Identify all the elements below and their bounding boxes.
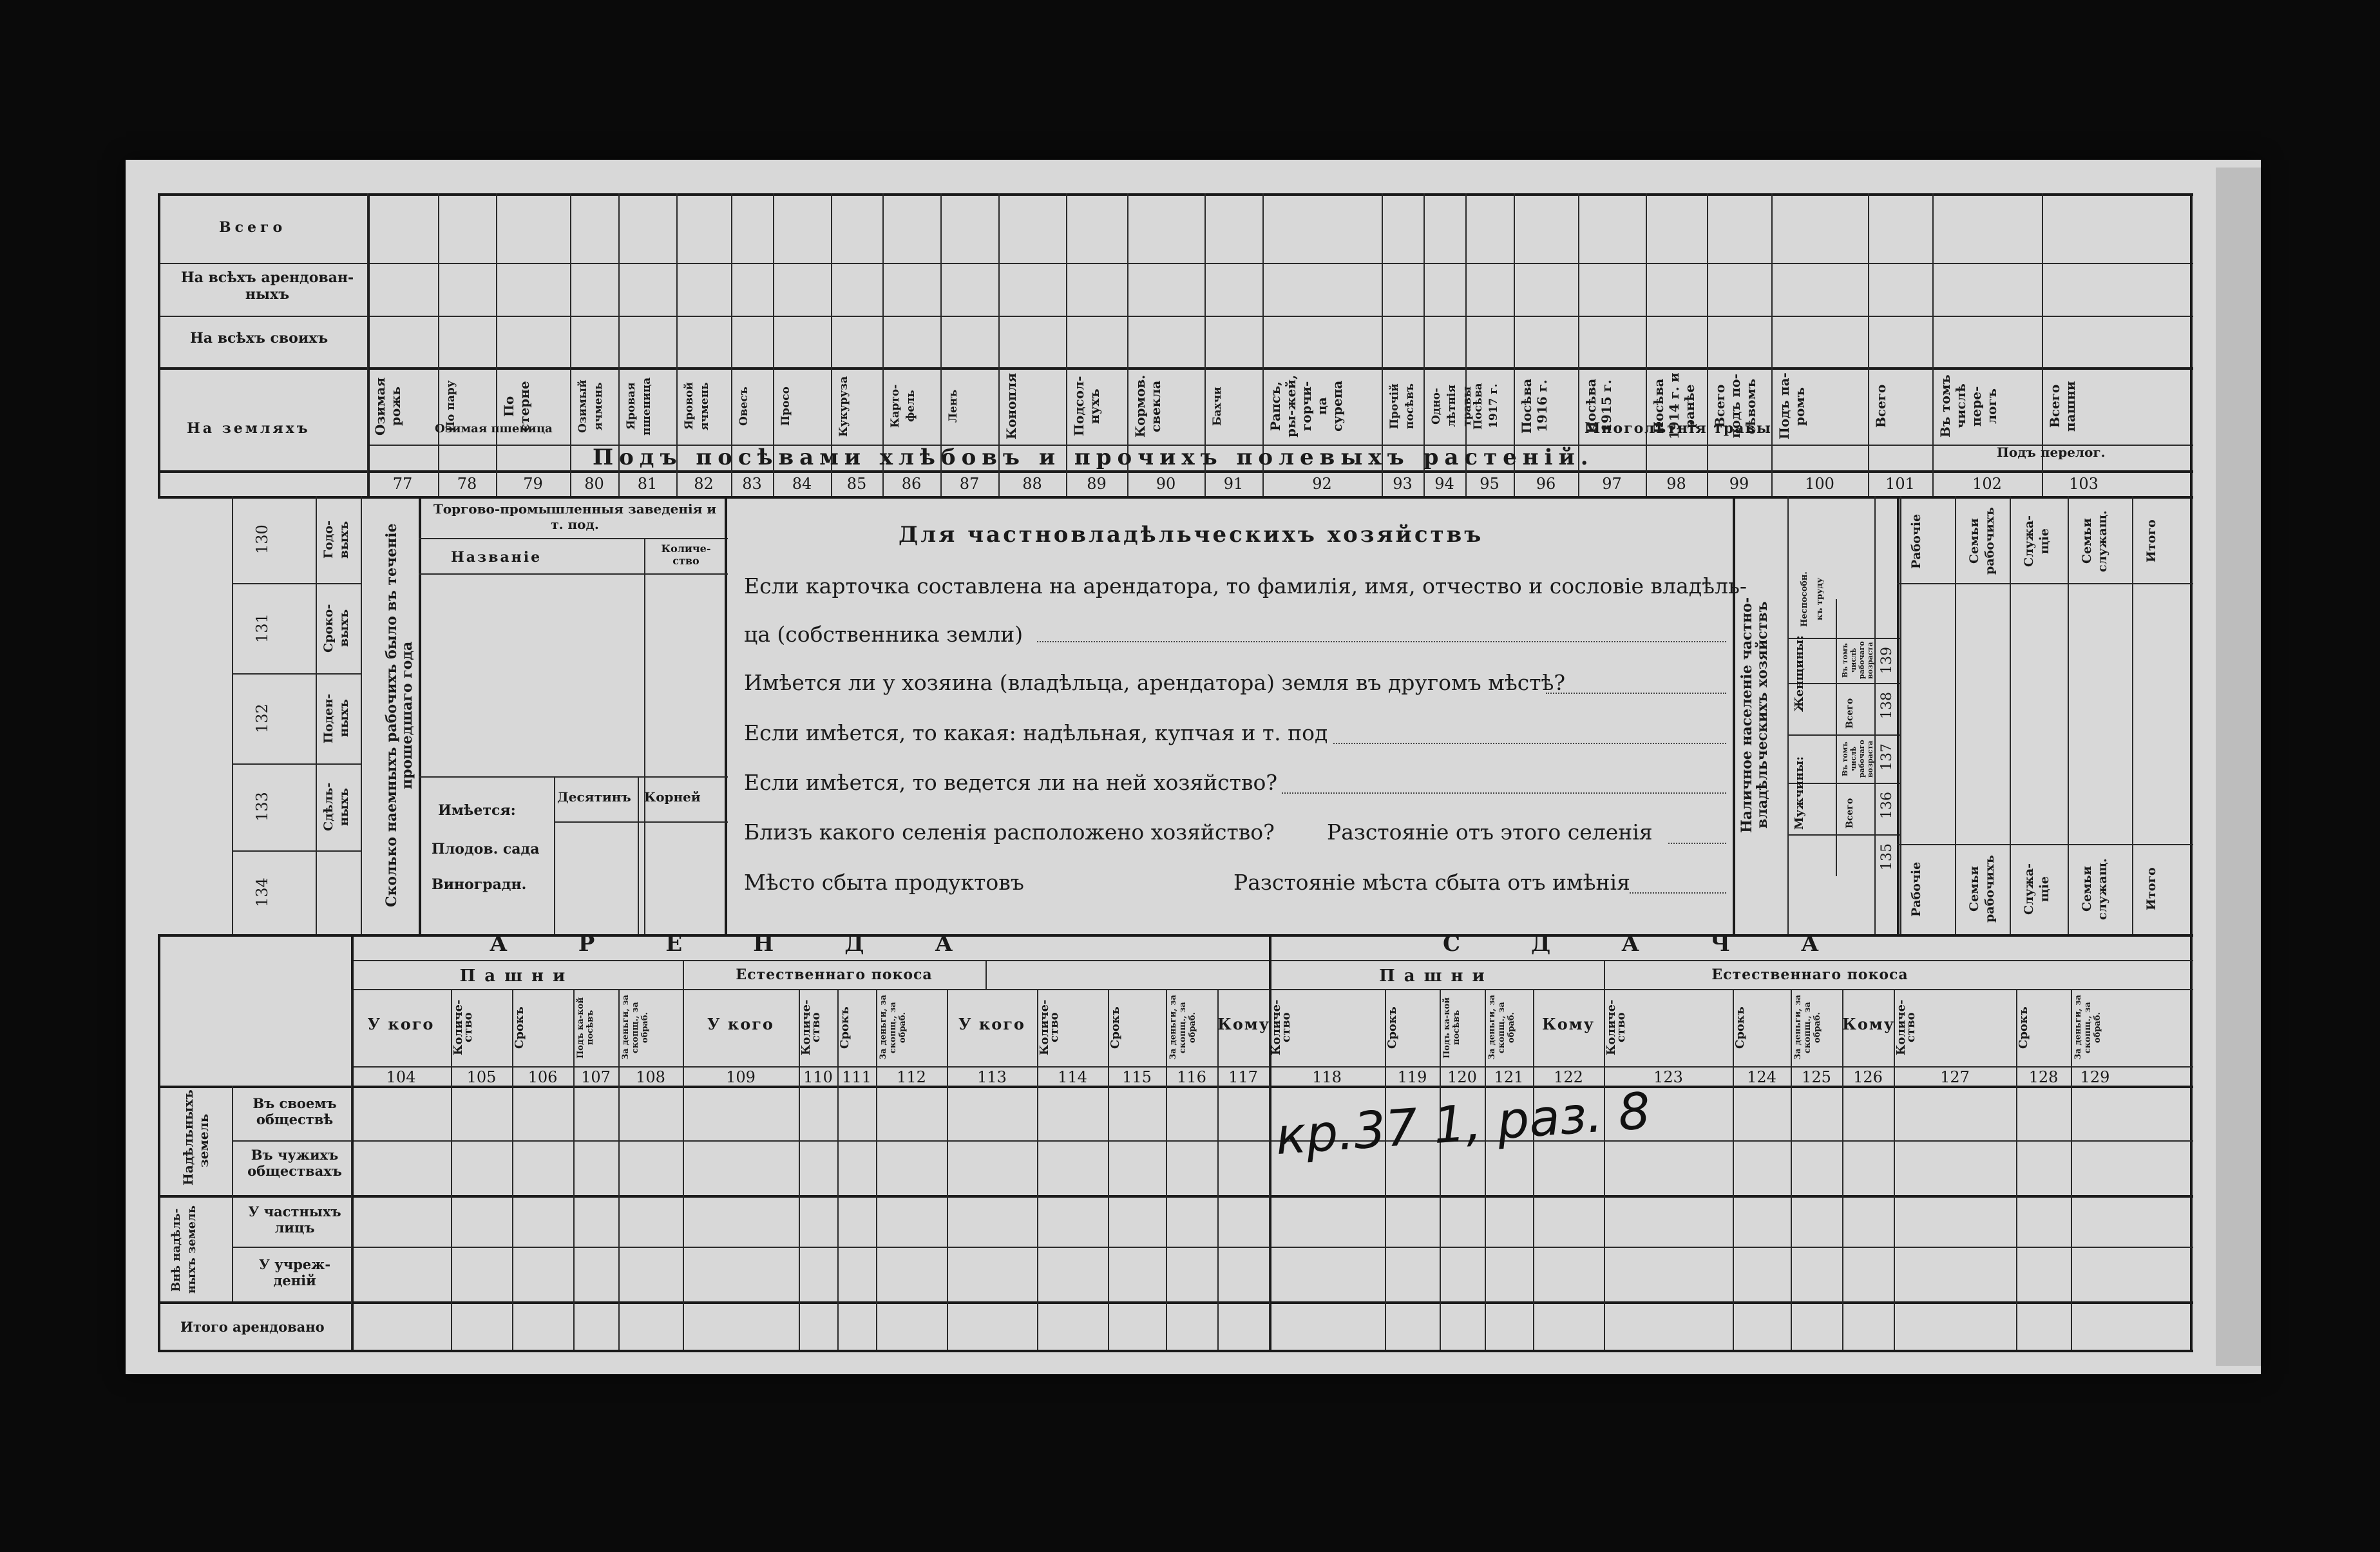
private-title: Для частновладѣльческихъ хозяйствъ <box>899 522 1484 548</box>
hired-worker-num: 131 <box>253 613 271 643</box>
crop-col-label: По стерне <box>501 381 532 432</box>
population-col-label: Служа-щіе <box>2022 515 2052 568</box>
rent-col-number: 106 <box>528 1068 558 1086</box>
population-title: Наличное населеніе частно-владѣльческихъ хозяйствъ <box>1738 597 1771 834</box>
crop-col-number: 77 <box>392 475 413 493</box>
rent-col-header: Срокъ <box>1385 1006 1399 1049</box>
crop-col-label: Посѣва 1917 г. <box>1472 383 1500 430</box>
crop-col-label: Одно-лѣтнія травы <box>1430 385 1474 428</box>
rent-col-number: 116 <box>1177 1068 1206 1086</box>
rent-col-header: Срокъ <box>838 1006 852 1049</box>
question-village: Близъ какого селенія расположено хозяйство? <box>744 819 1275 845</box>
rent-col-header: Подъ ка-кой посѣвъ <box>576 997 595 1059</box>
sdacha-title: СДАЧА <box>1443 931 1890 957</box>
rent-col-header: Количе-ство <box>1038 999 1061 1056</box>
question-other-land: Имѣется ли у хозяина (владѣльца, арендатора) земля въ другомъ мѣстѣ? <box>744 670 1566 695</box>
crop-col-label: Овесъ <box>738 387 750 426</box>
population-num: 136 <box>1879 792 1895 819</box>
crop-col-number: 98 <box>1666 475 1686 493</box>
crop-col-number: 80 <box>584 475 604 493</box>
crop-col-label: Кукуруза <box>837 376 850 437</box>
rent-col-number: 105 <box>466 1068 497 1086</box>
crop-col-number: 101 <box>1885 475 1915 493</box>
rent-col-header: Срокъ <box>2017 1006 2030 1049</box>
rent-col-number: 119 <box>1397 1068 1427 1086</box>
trade-name-header: Названіе <box>451 549 542 566</box>
perennial-grass-label: Многолѣтнія травы <box>1585 420 1772 437</box>
rent-col-header: У кого <box>958 1015 1025 1033</box>
rent-col-header: Срокъ <box>513 1006 526 1049</box>
rent-col-number: 115 <box>1122 1068 1152 1086</box>
crop-col-label: Подъ па-ромъ <box>1776 372 1807 440</box>
census-card-sheet <box>126 160 2261 1374</box>
crop-col-number: 102 <box>1972 475 2002 493</box>
hired-worker-num: 133 <box>253 792 271 822</box>
rent-col-number: 127 <box>1940 1068 1970 1086</box>
population-col-label: Семьи рабочихъ <box>1967 855 1997 923</box>
population-col-label: Итого <box>2144 519 2158 563</box>
crop-col-label: Всего <box>1873 384 1889 428</box>
crop-col-number: 97 <box>1602 475 1622 493</box>
population-col-label: Семьи служащ. <box>2080 858 2109 920</box>
sheet-edge-shadow <box>2216 168 2261 1366</box>
crop-col-number: 91 <box>1223 475 1244 493</box>
hired-worker-num: 130 <box>253 524 271 555</box>
crop-col-label: Ленъ <box>947 389 960 423</box>
trade-qty-header: Количе-ство <box>661 542 711 567</box>
men-label: Мужчины: <box>1793 756 1806 830</box>
hired-worker-num: 134 <box>253 877 271 907</box>
rent-col-header: За деньги, за скопщ., за обраб. <box>2073 995 2102 1060</box>
rent-col-header: Количе-ство <box>452 999 475 1056</box>
rent-col-number: 122 <box>1554 1068 1583 1086</box>
women-total-label: Всего <box>1845 698 1855 729</box>
rent-col-header: За деньги, за скопщ., за обраб. <box>621 995 650 1060</box>
unfit-label: Неспособн. къ труду <box>1800 571 1825 627</box>
rent-col-number: 114 <box>1058 1068 1087 1086</box>
hired-worker-type: Сдѣль-ныхъ <box>321 782 351 832</box>
population-num: 138 <box>1879 692 1895 719</box>
roots-header: Корней <box>644 789 701 805</box>
crop-col-number: 89 <box>1087 475 1107 493</box>
crop-col-label: Просо <box>779 387 792 426</box>
men-working-age-label: Въ томъ числѣ рабочаго возраста <box>1841 740 1874 778</box>
crop-col-label: Посѣва 1914 г. и ранѣе <box>1651 372 1697 440</box>
crop-col-number: 88 <box>1022 475 1042 493</box>
rent-col-number: 121 <box>1494 1068 1524 1086</box>
trade-title: Торгово-промышленныя заведенія и т. под. <box>433 501 717 532</box>
rent-col-header: Кому <box>1842 1015 1896 1033</box>
population-col-label: Семьи служащ. <box>2080 510 2109 572</box>
question-village-distance: Разстояніе отъ этого селенія <box>1327 819 1653 845</box>
rent-col-number: 125 <box>1802 1068 1831 1086</box>
rent-col-number: 126 <box>1853 1068 1883 1086</box>
crop-col-number: 82 <box>694 475 714 493</box>
rent-col-number: 107 <box>581 1068 611 1086</box>
crop-col-number: 95 <box>1480 475 1499 493</box>
has-label: Имѣется: <box>438 802 516 819</box>
rent-col-header: Количе-ство <box>1604 999 1628 1056</box>
arenda-title: АРЕНДА <box>490 931 1024 957</box>
women-label: Женщины: <box>1793 635 1806 712</box>
crop-col-number: 81 <box>637 475 658 493</box>
men-total-label: Всего <box>1845 798 1855 829</box>
rent-col-header: За деньги, за скопщ., за обраб. <box>879 995 908 1060</box>
population-col-label: Рабочіе <box>1909 861 1923 917</box>
crop-col-label: Въ томъ числѣ пере-логъ <box>1937 374 1999 438</box>
question-owner-b: ца (собственника земли) <box>744 622 1023 647</box>
rent-col-number: 123 <box>1653 1068 1683 1086</box>
crop-col-number: 79 <box>523 475 543 493</box>
hired-worker-type: Годо-выхъ <box>321 521 351 559</box>
crop-col-number: 103 <box>2069 475 2099 493</box>
rent-col-header: Количе-ство <box>1894 999 1918 1056</box>
row-other-society: Въ чужихъ обществахъ <box>247 1147 342 1179</box>
rent-col-header: Количе-ство <box>799 999 823 1056</box>
row-lands: На земляхъ <box>187 420 310 437</box>
rent-group-label: Естественнаго покоса <box>1711 966 1909 983</box>
rent-group-label: Пашни <box>1379 966 1494 986</box>
question-farming: Если имѣется, то ведется ли на ней хозяйство? <box>744 770 1278 795</box>
crop-col-number: 93 <box>1393 475 1413 493</box>
hired-worker-type: Поден-ныхъ <box>321 693 351 743</box>
rent-group-label: Пашни <box>459 966 575 986</box>
vne-group: Внѣ надѣль-ныхъ земель <box>169 1205 198 1294</box>
crop-col-label: Подсол-нухъ <box>1071 376 1102 437</box>
winter-wheat-label: Озимая пшеница <box>435 422 553 436</box>
crop-col-label: Рапсъ, ры-жей, горчи-ца сурепа <box>1268 374 1345 438</box>
rent-col-number: 118 <box>1312 1068 1342 1086</box>
crop-col-label: Всего подъ по-сѣвомъ <box>1712 374 1758 439</box>
rent-col-number: 111 <box>842 1068 871 1086</box>
population-num: 137 <box>1879 743 1895 771</box>
population-col-label: Служа-щіе <box>2022 863 2052 915</box>
women-working-age-label: Въ томъ числѣ рабочаго возраста <box>1841 641 1874 680</box>
fallow-label: Подъ перелог. <box>1997 445 2106 460</box>
rent-col-number: 117 <box>1228 1068 1258 1086</box>
crop-col-label: Яровой ячмень <box>683 382 711 430</box>
crop-col-number: 86 <box>901 475 922 493</box>
crop-col-number: 83 <box>742 475 762 493</box>
question-land-type: Если имѣется, то какая: надѣльная, купчая и т. под <box>744 720 1328 745</box>
crops-band-title: Подъ посѣвами хлѣбовъ и прочихъ полевыхъ растеній. <box>593 445 1594 470</box>
rent-col-header: За деньги, за скопщ., за обраб. <box>1487 995 1516 1060</box>
crop-col-number: 90 <box>1156 475 1176 493</box>
rent-col-number: 120 <box>1447 1068 1477 1086</box>
rent-col-header: Кому <box>1217 1015 1271 1033</box>
population-col-label: Рабочіе <box>1909 513 1923 569</box>
population-col-label: Итого <box>2144 867 2158 911</box>
crop-col-number: 99 <box>1729 475 1749 493</box>
crop-col-label: Озимая рожь <box>372 377 403 436</box>
row-total: Всего <box>219 219 287 236</box>
question-market-distance: Разстояніе мѣста сбыта отъ имѣнія <box>1233 870 1630 895</box>
crop-col-label: По пару <box>444 380 457 432</box>
row-own: На всѣхъ своихъ <box>190 330 328 347</box>
rent-col-header: Срокъ <box>1109 1006 1122 1049</box>
question-market: Мѣсто сбыта продуктовъ <box>744 870 1024 895</box>
crop-col-number: 87 <box>959 475 980 493</box>
question-owner-a: Если карточка составлена на арендатора, то фамилія, имя, отчество и сословіе владѣль- <box>744 573 1747 599</box>
rent-col-number: 129 <box>2080 1068 2110 1086</box>
crop-col-label: Посѣва 1916 г. <box>1519 378 1550 434</box>
crop-col-label: Конопля <box>1004 372 1019 440</box>
hired-workers-title: Сколько наемныхъ рабочихъ было въ теченіе прошедшаго года <box>383 523 415 907</box>
rent-col-header: У кого <box>707 1015 774 1033</box>
rent-col-number: 104 <box>386 1068 416 1086</box>
garden-label: Плодов. сада <box>432 841 540 857</box>
population-col-label: Семьи рабочихъ <box>1967 507 1997 575</box>
rent-col-header: У кого <box>367 1015 435 1033</box>
population-num: 139 <box>1879 647 1895 674</box>
rent-col-header: За деньги, за скопщ., за обраб. <box>1168 995 1197 1060</box>
rent-col-header: Количе-ство <box>1270 999 1293 1056</box>
crop-col-label: Посѣва 1915 г. <box>1583 378 1614 434</box>
crop-col-number: 100 <box>1805 475 1834 493</box>
rent-col-number: 110 <box>803 1068 833 1086</box>
handwritten-note: кр.37 1, раз. 8 <box>1273 1082 1653 1167</box>
population-num: 135 <box>1879 843 1895 870</box>
row-own-society: Въ своемъ обществѣ <box>252 1095 337 1127</box>
rent-col-header: Кому <box>1541 1015 1595 1033</box>
rent-col-header: За деньги, за скопщ., за обраб. <box>1793 995 1822 1060</box>
hired-worker-type: Сроко-выхъ <box>321 604 351 653</box>
crop-col-label: Кормов. свекла <box>1132 374 1163 438</box>
crop-col-number: 96 <box>1536 475 1556 493</box>
vineyard-label: Виноградн. <box>432 876 527 893</box>
rent-col-number: 113 <box>977 1068 1007 1086</box>
nadel-group: Надѣльныхъ земель <box>180 1089 211 1185</box>
rent-col-number: 109 <box>726 1068 756 1086</box>
crop-col-number: 85 <box>846 475 867 493</box>
rent-col-number: 124 <box>1747 1068 1776 1086</box>
crop-col-label: Прочій посѣвъ <box>1388 383 1416 429</box>
rent-col-number: 128 <box>2028 1068 2059 1086</box>
crop-col-number: 84 <box>792 475 812 493</box>
crop-col-number: 92 <box>1312 475 1332 493</box>
crop-col-label: Яровая пшеница <box>625 377 653 436</box>
row-institutions: У учреж-деній <box>258 1256 331 1289</box>
row-total-rented: Итого арендовано <box>180 1319 325 1335</box>
crop-col-number: 94 <box>1434 475 1454 493</box>
rent-col-number: 112 <box>897 1068 926 1086</box>
crop-col-number: 78 <box>457 475 477 493</box>
rent-col-header: Подъ ка-кой посѣвъ <box>1442 997 1461 1059</box>
crop-col-label: Карто-фель <box>889 384 917 428</box>
rent-group-label: Естественнаго покоса <box>736 966 933 983</box>
rent-col-number: 108 <box>636 1068 665 1086</box>
rent-col-header: Срокъ <box>1733 1006 1747 1049</box>
row-private: У частныхъ лицъ <box>248 1203 341 1236</box>
hired-worker-num: 132 <box>253 704 271 733</box>
row-rented: На всѣхъ арендован- ныхъ <box>180 269 354 303</box>
crop-col-label: Бахчи <box>1211 387 1224 426</box>
desyatin-header: Десятинъ <box>557 789 631 805</box>
crop-col-label: Озимый ячмень <box>576 379 605 433</box>
crop-col-label: Всего пашни <box>2047 381 2078 432</box>
